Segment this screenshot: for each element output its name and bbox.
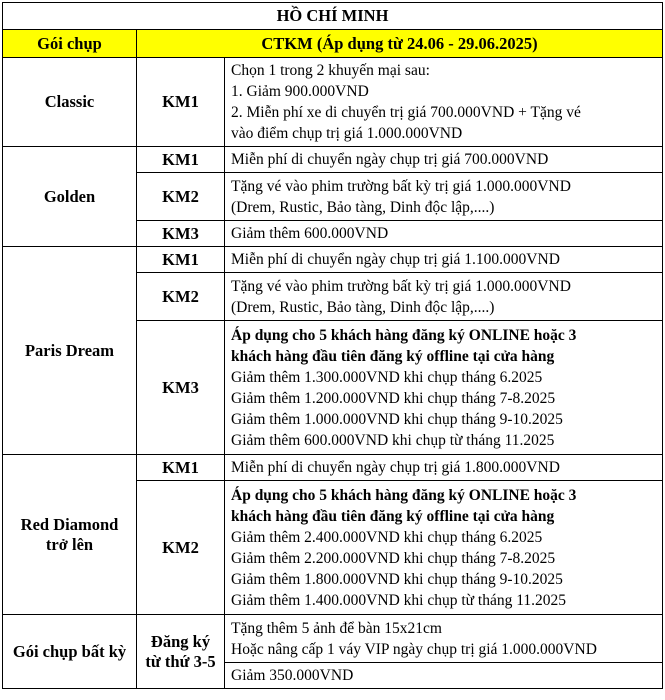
desc-line-bold: Áp dụng cho 5 khách hàng đăng ký ONLINE hoặc 3: [231, 486, 577, 504]
desc-line: Giảm thêm 2.200.000VND khi chụp tháng 7-8.2025: [231, 549, 556, 567]
promo-table: [2, 2, 663, 689]
package-name-line: trở lên: [45, 534, 94, 554]
table-title: HỒ CHÍ MINH: [3, 3, 663, 30]
promo-desc: [225, 58, 663, 147]
promo-label: KM2: [137, 273, 225, 321]
desc-line: vào điểm chụp trị giá 1.000.000VND: [231, 125, 463, 142]
promo-desc: [225, 663, 663, 689]
desc-line: (Drem, Rustic, Bảo tàng, Dinh độc lập,....): [231, 198, 495, 216]
desc-line: Giảm thêm 1.300.000VND khi chụp tháng 6.2025: [231, 368, 543, 386]
desc-line: Miễn phí di chuyển ngày chụp trị giá 700.000VND: [231, 151, 549, 168]
promo-label: KM1: [137, 147, 225, 173]
desc-line-bold: khách hàng đầu tiên đăng ký offline tại cửa hàng: [231, 347, 555, 365]
promo-desc: [225, 481, 663, 615]
promo-label: [137, 615, 225, 689]
desc-line-bold: Áp dụng cho 5 khách hàng đăng ký ONLINE hoặc 3: [231, 326, 577, 344]
desc-line: Tặng vé vào phim trường bất kỳ trị giá 1.000.000VND: [231, 277, 571, 295]
header-package: Gói chụp: [3, 30, 137, 58]
desc-line: (Drem, Rustic, Bảo tàng, Dinh độc lập,....): [231, 298, 495, 316]
promo-label: KM1: [137, 455, 225, 481]
promo-desc: [225, 247, 663, 273]
promo-desc: [225, 173, 663, 221]
package-paris-dream: Paris Dream: [3, 247, 137, 455]
desc-line: Giảm thêm 1.200.000VND khi chụp tháng 7-8.2025: [231, 389, 556, 407]
promo-label-line: từ thứ 3-5: [145, 651, 216, 671]
promo-label: KM2: [137, 481, 225, 615]
promo-label: KM3: [137, 221, 225, 247]
promo-desc: [225, 273, 663, 321]
desc-line: Giảm thêm 600.000VND: [231, 225, 389, 242]
package-golden: Golden: [3, 147, 137, 247]
desc-line-bold: khách hàng đầu tiên đăng ký offline tại cửa hàng: [231, 507, 555, 525]
desc-line: Giảm thêm 600.000VND khi chụp từ tháng 11.2025: [231, 431, 555, 449]
desc-line: Tặng thêm 5 ảnh để bàn 15x21cm: [231, 619, 442, 637]
promo-label: KM2: [137, 173, 225, 221]
desc-line: 1. Giảm 900.000VND: [231, 83, 369, 100]
promo-desc: [225, 321, 663, 455]
package-red-diamond: [3, 455, 137, 615]
desc-line: Miễn phí di chuyển ngày chụp trị giá 1.100.000VND: [231, 251, 560, 268]
promo-label: KM1: [137, 247, 225, 273]
package-classic: Classic: [3, 58, 137, 147]
desc-line: Giảm thêm 1.400.000VND khi chụp từ tháng 11.2025: [231, 591, 567, 609]
desc-line: Tặng vé vào phim trường bất kỳ trị giá 1.000.000VND: [231, 177, 571, 195]
desc-line: Hoặc nâng cấp 1 váy VIP ngày chụp trị giá 1.000.000VND: [231, 640, 597, 658]
promo-desc: [225, 147, 663, 173]
desc-line: Giảm thêm 2.400.000VND khi chụp tháng 6.2025: [231, 528, 543, 546]
promo-label: KM3: [137, 321, 225, 455]
desc-line: Miễn phí di chuyển ngày chụp trị giá 1.800.000VND: [231, 459, 560, 476]
header-promo: CTKM (Áp dụng từ 24.06 - 29.06.2025): [137, 30, 663, 58]
desc-line: 2. Miễn phí xe di chuyển trị giá 700.000VND + Tặng vé: [231, 104, 581, 121]
promo-label-line: Đăng ký: [150, 631, 211, 651]
promo-desc: [225, 615, 663, 663]
desc-line: Giảm 350.000VND: [231, 667, 354, 684]
package-name-line: Red Diamond: [20, 514, 119, 534]
promo-desc: [225, 455, 663, 481]
package-any: Gói chụp bất kỳ: [3, 615, 137, 689]
desc-line: Chọn 1 trong 2 khuyến mại sau:: [231, 62, 430, 79]
desc-line: Giảm thêm 1.000.000VND khi chụp tháng 9-10.2025: [231, 410, 563, 428]
promo-label: KM1: [137, 58, 225, 147]
promo-desc: [225, 221, 663, 247]
desc-line: Giảm thêm 1.800.000VND khi chụp tháng 9-10.2025: [231, 570, 563, 588]
